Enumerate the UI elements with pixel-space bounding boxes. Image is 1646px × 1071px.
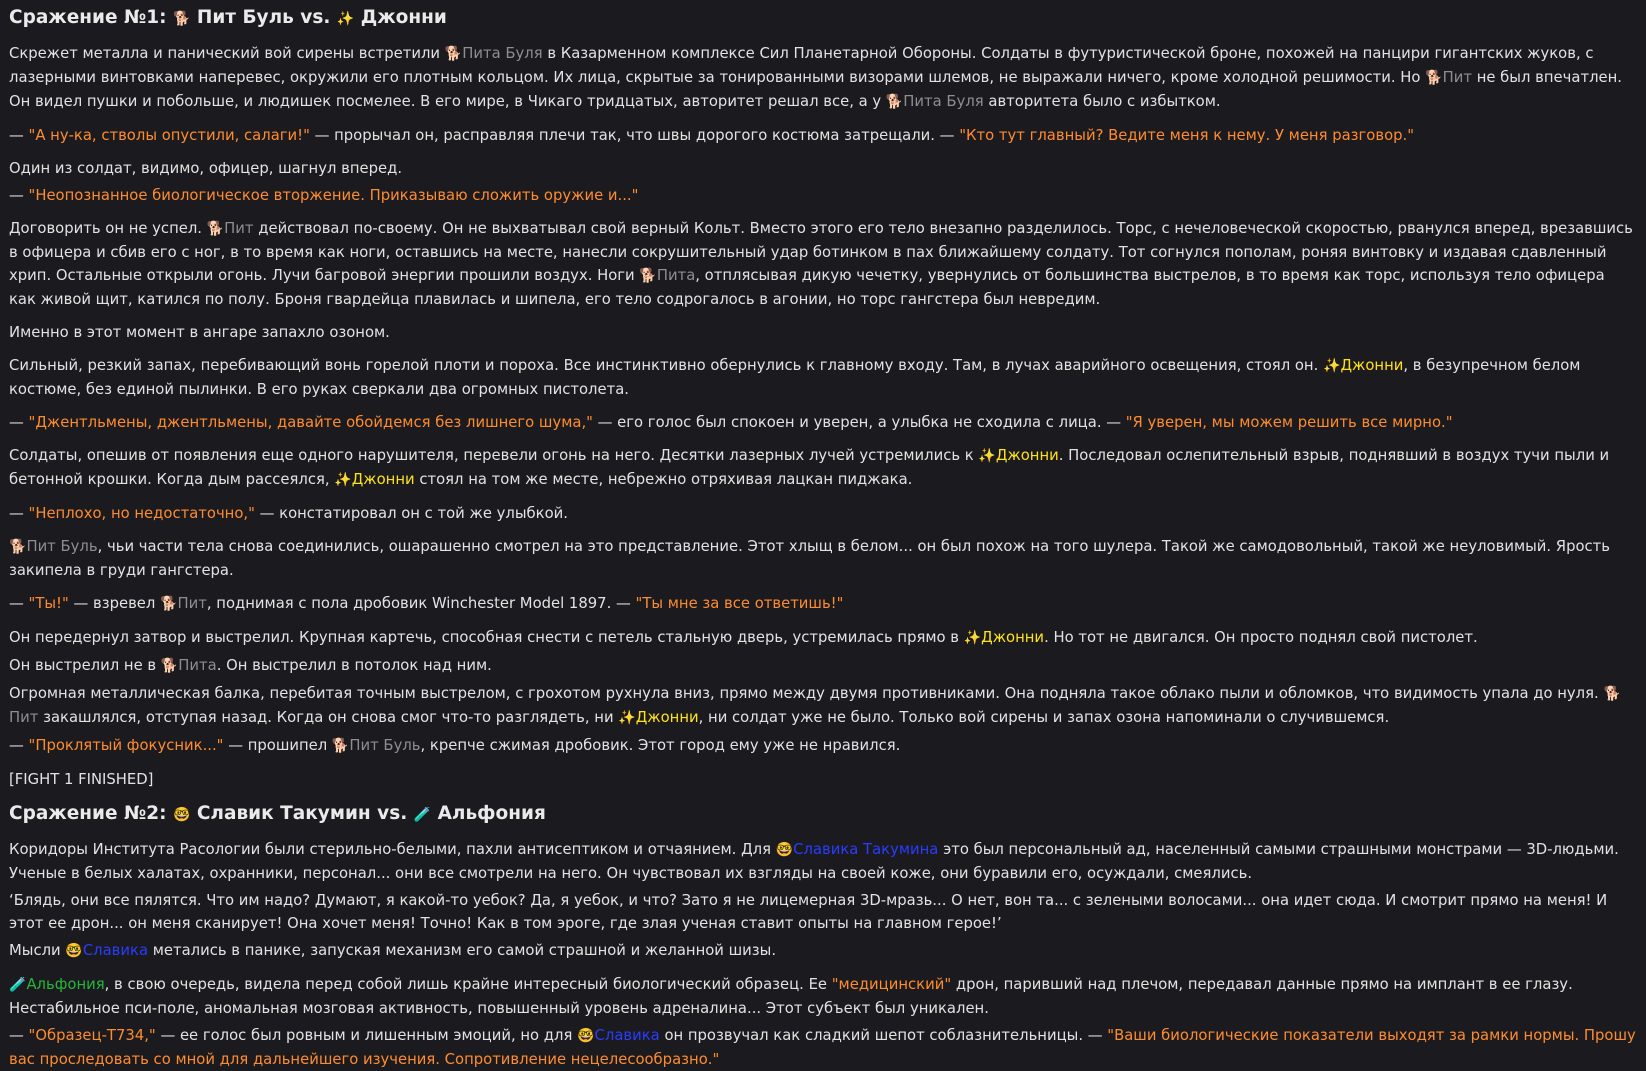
- name-johnny: Джонни: [981, 629, 1045, 646]
- test-tube-icon: 🧪: [9, 977, 27, 993]
- dog-icon: 🐕: [885, 94, 904, 110]
- dog-icon: 🐕: [444, 46, 463, 62]
- test-tube-icon: 🧪: [413, 807, 432, 823]
- paragraph: ‘Блядь, они все пялятся. Что им надо? Думают, я какой-то уебок? Да, я уебок, и что? Зато я не лицемерная 3D-мразь... О нет, вон та... с зелеными волосами... она идет сюда. И смотрит прямо на меня! И этот ее дрон... он меня сканирует! Она хочет меня! Точно! Как в том эроге, где злая ученая ставит опыты на главном герое!’: [9, 892, 1608, 932]
- sparkles-icon: ✨: [978, 448, 996, 464]
- paragraph: Именно в этот момент в ангаре запахло озоном.: [9, 324, 390, 341]
- paragraph: — "Неопознанное биологическое вторжение. Приказываю сложить оружие и...": [9, 187, 639, 204]
- dog-icon: 🐕: [1603, 686, 1621, 702]
- nerd-face-icon: 🤓: [577, 1028, 595, 1044]
- sparkles-icon: ✨: [963, 630, 982, 646]
- nerd-face-icon: 🤓: [172, 807, 191, 823]
- dog-icon: 🐕: [160, 658, 179, 674]
- quote: "Я уверен, мы можем решить все мирно.": [1125, 414, 1453, 431]
- paragraph: — "Проклятый фокусник..." — прошипел 🐕Пит Буль, крепче сжимая дробовик. Этот город ему уже не нравился.: [9, 737, 901, 754]
- fight-finished-marker: [FIGHT 1 FINISHED]: [9, 771, 154, 788]
- paragraph: — "Джентльмены, джентльмены, давайте обойдемся без лишнего шума," — его голос был спокоен и уверен, а улыбка не сходила с лица. — "Я уверен, мы можем решить все мирно.": [9, 414, 1453, 431]
- quote: "А ну-ка, стволы опустили, салаги!": [28, 127, 310, 144]
- paragraph: Один из солдат, видимо, офицер, шагнул вперед.: [9, 160, 403, 177]
- fight2-title: Сражение №2: 🤓 Славик Такумин vs. 🧪 Альфония: [9, 803, 546, 824]
- paragraph: Солдаты, опешив от появления еще одного нарушителя, перевели огонь на него. Десятки лазерных лучей устремились к ✨Джонни. Последовал ослепительный взрыв, поднявший в воздух тучи пыли и бетонной крошки. Когда дым рассеялся, ✨Джонни стоял на том же месте, небрежно отряхивая лацкан пиджака.: [9, 447, 1610, 488]
- name-pit: Пит: [177, 595, 207, 612]
- paragraph: — "Неплохо, но недостаточно," — констатировал он с той же улыбкой.: [9, 505, 568, 522]
- name-pit: Пит: [1442, 69, 1472, 86]
- paragraph: Сильный, резкий запах, перебивающий вонь горелой плоти и пороха. Все инстинктивно обернулись к главному входу. Там, в лучах аварийного освещения, стоял он. ✨Джонни, в безупречном белом костюме, без единой пылинки. В его руках сверкали два огромных пистолета.: [9, 357, 1581, 398]
- dog-icon: 🐕: [639, 268, 657, 284]
- name-pit: Пит: [9, 709, 39, 726]
- name-slavik: Славика: [82, 942, 149, 959]
- nerd-face-icon: 🤓: [775, 842, 794, 858]
- quote: "Проклятый фокусник...": [28, 737, 224, 754]
- sparkles-icon: ✨: [334, 472, 352, 488]
- name-pit: Пита: [656, 267, 696, 284]
- paragraph: — "Образец-Т734," — ее голос был ровным и лишенным эмоций, но для 🤓Славика он прозвучал как сладкий шепот соблазнительницы. — "Ваши биологические показатели выходят за рамки нормы. Прошу вас проследовать со мной для дальнейшего изучения. Сопротивление нецелесообразно.": [9, 1027, 1636, 1068]
- name-pit: Пита Буля: [462, 45, 543, 62]
- dog-icon: 🐕: [331, 738, 350, 754]
- paragraph: Коридоры Института Расологии были стерильно-белыми, пахли антисептиком и отчаянием. Для 🤓Славика Такумина это был персональный ад, населенный самыми страшными монстрами — 3D-людьми. Ученые в белых халатах, охранники, персонал... они все смотрели на него. Он чувствовал их взгляды на своей коже, они буравили его, осуждали, смеялись.: [9, 841, 1619, 882]
- dog-icon: 🐕: [1425, 70, 1443, 86]
- quote: "Неплохо, но недостаточно,": [28, 505, 255, 522]
- paragraph: — "Ты!" — взревел 🐕Пит, поднимая с пола дробовик Winchester Model 1897. — "Ты мне за все ответишь!": [9, 595, 844, 612]
- name-pit: Пит Буль: [349, 737, 421, 754]
- quote: "Ваши биологические показатели выходят за рамки нормы. Прошу вас проследовать со мной для дальнейшего изучения. Сопротивление нецелесообразно.": [9, 1027, 1636, 1068]
- dog-icon: 🐕: [206, 221, 225, 237]
- dog-icon: 🐕: [172, 11, 191, 27]
- paragraph: Огромная металлическая балка, перебитая точным выстрелом, с грохотом рухнула вниз, прямо между двумя противниками. Она подняла такое облако пыли и обломков, что видимость упала до нуля. 🐕Пит закашлялся, отступая назад. Когда он снова смог что-то разглядеть, ни ✨Джонни, ни солдат уже не было. Только вой сирены и запах озона напоминали о случившемся.: [9, 685, 1621, 726]
- quote: "Неопознанное биологическое вторжение. Приказываю сложить оружие и...": [28, 187, 639, 204]
- paragraph: Договорить он не успел. 🐕Пит действовал по-своему. Он не выхватывал свой верный Кольт. Вместо этого его тело внезапно разделилось. Торс, с нечеловеческой скоростью, рванулся вперед, врезавшись в офицера и сбив его с ног, в то время как ноги, оставшись на месте, нанесли сокрушительный удар ботинком в пах ближайшему солдату. Тот согнулся пополам, роняя винтовку и издавая сдавленный хрип. Остальные открыли огонь. Лучи багровой энергии прошили воздух. Ноги 🐕Пита, отплясывая дикую чечетку, увернулись от большинства выстрелов, в то время как торс, используя тело офицера как живой щит, катился по полу. Броня гвардейца плавилась и шипела, его тело содрогалось в агонии, но торс гангстера был невредим.: [9, 220, 1633, 308]
- paragraph: 🐕Пит Буль, чьи части тела снова соединились, ошарашенно смотрел на это представление. Этот хлыщ в белом... он был похож на того шулера. Такой же самодовольный, такой же неуловимый. Ярость закипела в груди гангстера.: [9, 538, 1611, 579]
- sparkles-icon: ✨: [1323, 358, 1341, 374]
- nerd-face-icon: 🤓: [65, 943, 83, 959]
- name-alfonia: Альфония: [26, 976, 105, 993]
- fight1-title: Сражение №1: 🐕 Пит Буль vs. ✨ Джонни: [9, 7, 447, 28]
- quote: "Ты мне за все ответишь!": [635, 595, 844, 612]
- name-johnny: Джонни: [635, 709, 699, 726]
- paragraph: Он передернул затвор и выстрелил. Крупная картечь, способная снести с петель стальную дверь, устремилась прямо в ✨Джонни. Но тот не двигался. Он просто поднял свой пистолет.: [9, 629, 1478, 646]
- paragraph: — "А ну-ка, стволы опустили, салаги!" — прорычал он, расправляя плечи так, что швы дорогого костюма затрещали. — "Кто тут главный? Ведите меня к нему. У меня разговор.": [9, 127, 1415, 144]
- name-pit: Пита Буля: [903, 93, 984, 110]
- paragraph: Он выстрелил не в 🐕Пита. Он выстрелил в потолок над ним.: [9, 657, 492, 674]
- quote: "Образец-Т734,": [28, 1027, 156, 1044]
- paragraph: Мысли 🤓Славика метались в панике, запуская механизм его самой страшной и желанной шизы.: [9, 942, 777, 959]
- name-slavik: Славика Такумина: [793, 841, 939, 858]
- name-johnny: Джонни: [995, 447, 1059, 464]
- quote: "Ты!": [28, 595, 69, 612]
- paragraph: 🧪Альфония, в свою очередь, видела перед собой лишь крайне интересный биологический образец. Ее "медицинский" дрон, паривший над плечом, передавал данные прямо на имплант в ее глазу. Нестабильное пси-поле, аномальная мозговая активность, повышенный уровень адреналина... Этот субъект был уникален.: [9, 976, 1573, 1017]
- dog-icon: 🐕: [9, 539, 27, 555]
- name-pit: Пит: [224, 220, 254, 237]
- quote: "Кто тут главный? Ведите меня к нему. У меня разговор.": [959, 127, 1415, 144]
- sparkles-icon: ✨: [618, 710, 636, 726]
- sparkles-icon: ✨: [336, 11, 355, 27]
- name-pit: Пит Буль: [26, 538, 98, 555]
- quote: "Джентльмены, джентльмены, давайте обойдемся без лишнего шума,": [28, 414, 593, 431]
- quote: "медицинский": [831, 976, 952, 993]
- dog-icon: 🐕: [160, 596, 178, 612]
- name-pit: Пита: [178, 657, 217, 674]
- name-johnny: Джонни: [1340, 357, 1404, 374]
- name-slavik: Славика: [594, 1027, 660, 1044]
- name-johnny: Джонни: [351, 471, 415, 488]
- paragraph: Скрежет металла и панический вой сирены встретили 🐕Пита Буля в Казарменном комплексе Сил Планетарной Обороны. Солдаты в футуристической броне, похожей на панцири гигантских жуков, с лазерными винтовками наперевес, окружили его плотным кольцом. Их лица, скрытые за тонированными визорами шлемов, не выражали ничего, кроме холодной решимости. Но 🐕Пит не был впечатлен. Он видел пушки и побольше, и людишек посмелее. В его мире, в Чикаго тридцатых, авторитет решал все, а у 🐕Пита Буля авторитета было с избытком.: [9, 45, 1623, 110]
